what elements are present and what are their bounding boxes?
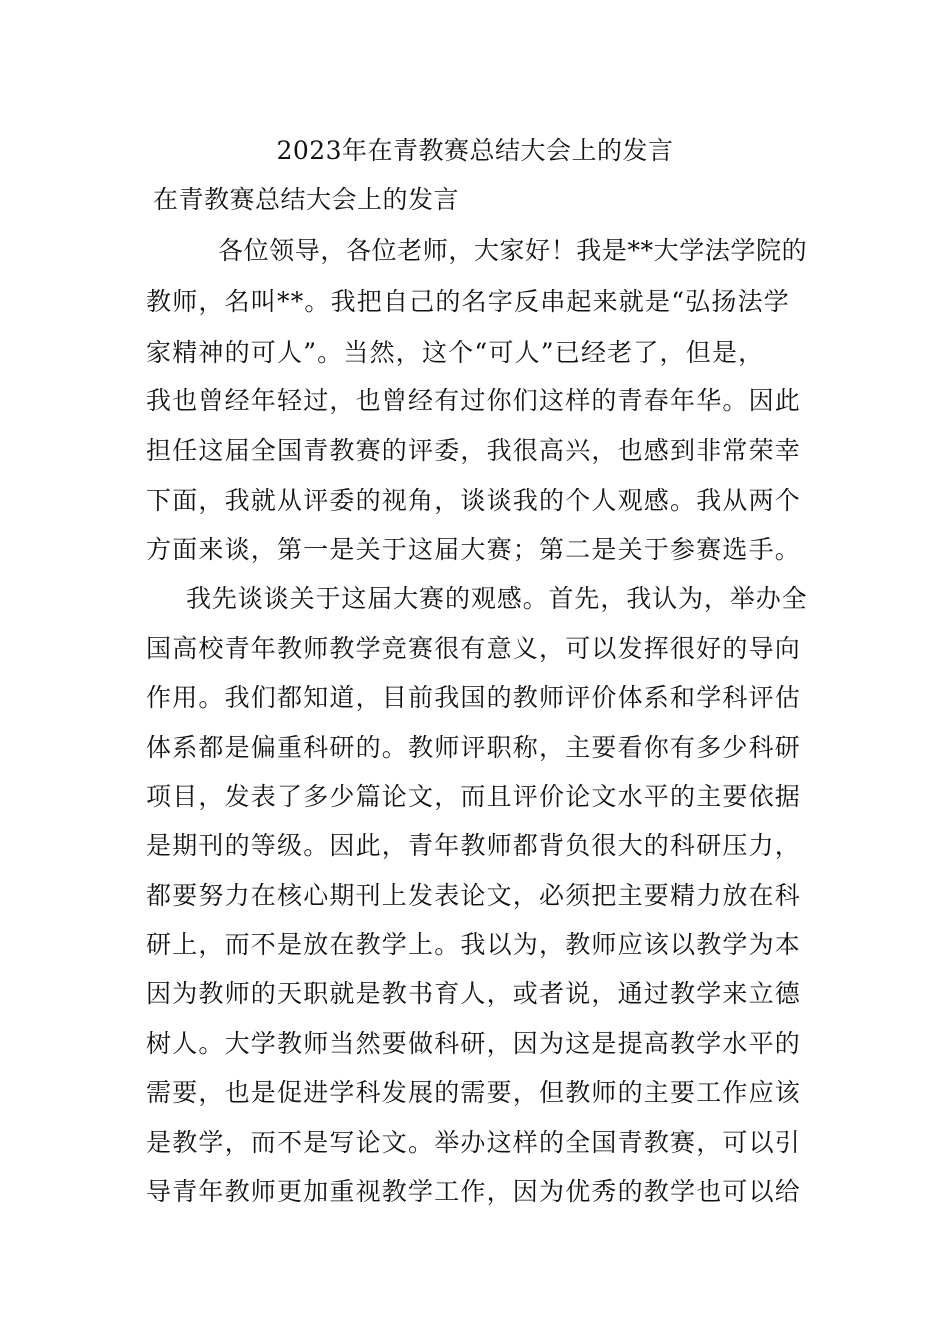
paragraph-line: 家精神的可人”。当然，这个“可人”已经老了，但是， [146,338,765,367]
paragraph-line: 因为教师的天职就是教书育人，或者说，通过教学来立德 [146,979,802,1008]
paragraph-line: 研上，而不是放在教学上。我以为，教师应该以教学为本 [146,930,802,959]
paragraph-line: 作用。我们都知道，目前我国的教师评价体系和学科评估 [146,683,802,712]
paragraph-line: 都要努力在核心期刊上发表论文，必须把主要精力放在科 [146,881,802,910]
document-title: 2023年在青教赛总结大会上的发言 [276,136,674,165]
paragraph-line: 体系都是偏重科研的。教师评职称，主要看你有多少科研 [146,733,802,762]
document-subtitle: 在青教赛总结大会上的发言 [153,185,460,214]
paragraph-line: 方面来谈，第一是关于这届大赛；第二是关于参赛选手。 [146,535,802,564]
paragraph-line: 下面，我就从评委的视角，谈谈我的个人观感。我从两个 [146,486,802,515]
paragraph-line: 我先谈谈关于这届大赛的观感。首先，我认为，举办全 [186,584,808,613]
paragraph-line: 担任这届全国青教赛的评委，我很高兴，也感到非常荣幸 [146,436,802,465]
paragraph-line: 教师，名叫**。我把自己的名字反串起来就是“弘扬法学 [146,287,790,316]
paragraph-line: 导青年教师更加重视教学工作，因为优秀的教学也可以给 [146,1177,802,1206]
paragraph-line: 我也曾经年轻过，也曾经有过你们这样的青春年华。因此 [146,386,802,415]
paragraph-line: 是期刊的等级。因此，青年教师都背负很大的科研压力， [146,831,802,860]
paragraph-line: 树人。大学教师当然要做科研，因为这是提高教学水平的 [146,1029,802,1058]
paragraph-line: 项目，发表了多少篇论文，而且评价论文水平的主要依据 [146,782,802,811]
paragraph-line: 国高校青年教师教学竞赛很有意义，可以发挥很好的导向 [146,634,802,663]
paragraph-line: 是教学，而不是写论文。举办这样的全国青教赛，可以引 [146,1128,802,1157]
paragraph-line: 需要，也是促进学科发展的需要，但教师的主要工作应该 [146,1078,802,1107]
paragraph-line: 各位领导，各位老师，大家好！我是**大学法学院的 [218,236,808,265]
